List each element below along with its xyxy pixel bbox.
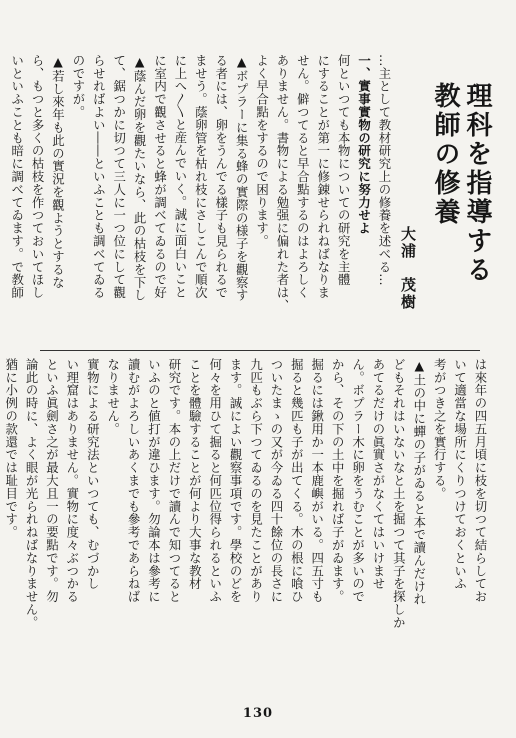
text-line: に上へ〳〵と産んでいく。誠に面白いこと bbox=[172, 54, 188, 299]
text-line: いといふことも暗に調べてゐます。で教師 bbox=[9, 54, 25, 300]
text-line: いふのと値打が違ひます。勿論本は參考に bbox=[146, 358, 162, 604]
text-line: ませう。蔭卵管を枯れ枝にさしこんで順次 bbox=[193, 54, 209, 300]
text-line: らせればよい――といふことも調べてゐる bbox=[91, 54, 107, 300]
text-line: 考がつき之を實行する。 bbox=[432, 358, 448, 500]
text-line: といふ眞劍さ之が最大且一の要點です。勿 bbox=[44, 358, 60, 604]
article-title-line1: 理科を指導する bbox=[462, 82, 492, 285]
text-line: 論此の時に、よく眼が光られねばなりません。 bbox=[24, 358, 40, 629]
lower-text-block bbox=[3, 358, 490, 694]
text-line: よく早合點をするので困ります。 bbox=[254, 54, 270, 248]
text-line: 猶に小例の款還では耻目です。 bbox=[3, 358, 19, 539]
text-line: は來年の四五月頃に枝を切つて結らしてお bbox=[473, 358, 488, 604]
text-line: 研究です。本の上だけで讀んで知つてると bbox=[166, 358, 182, 604]
text-line: て、鋸つかに切つて三人に一つ位にして觀 bbox=[111, 54, 127, 300]
page-number: 130 bbox=[242, 706, 274, 721]
text-line: のですが。 bbox=[70, 54, 86, 119]
text-line: 九匹もぶら下つてゐるのを見たことがあり bbox=[248, 358, 264, 604]
text-line: ん。ボプラー木に卵をうむことが多いので bbox=[350, 358, 366, 604]
text-line: どもそれはいないなと土を掘つて其子を探しか bbox=[391, 358, 407, 629]
text-line: ありません。書物による勉强に偏れた者は、 bbox=[274, 54, 290, 312]
text-line: 讀むがよろしいあくまでも參考であらねば bbox=[126, 358, 142, 604]
text-line: なりません。 bbox=[105, 358, 121, 436]
text-line: に室内で觀させると蜂が調べてゐるので好 bbox=[152, 54, 168, 300]
text-line: ▲土の中に蟬の子がゐると本で讀んだけれ bbox=[411, 358, 427, 606]
text-line: いて適當な場所にくりつけておくといふ bbox=[452, 358, 468, 591]
text-line: ▲ボプラーに集る蜂の實際の様子を觀察す bbox=[234, 54, 250, 302]
text-line: …主として教材研究上の修養を述べる… bbox=[377, 54, 392, 287]
text-line: 掘ると幾匹も子が出てくる。木の根に喰ひ bbox=[289, 358, 305, 604]
text-line: あてるだけの眞實さがなくてはいけませ bbox=[370, 358, 386, 591]
divider-rule bbox=[40, 350, 480, 351]
text-line: ▲蔭んだ卵を觀たいなら、此の枯枝を下し bbox=[132, 54, 148, 302]
text-line: ことを體驗することが何より大事な教材 bbox=[187, 358, 203, 591]
article-title-line2: 教師の修養 bbox=[430, 82, 460, 227]
text-line: ます。誠によい觀察事項です。學校のどを bbox=[228, 358, 244, 604]
text-line: ▲若し來年も此の實況を觀ようとするな bbox=[50, 54, 66, 289]
author-name: 大浦 茂樹 bbox=[399, 226, 417, 311]
section-heading: 一、實事實物の研究に努力せよ bbox=[356, 54, 372, 235]
text-line: 何々を用ひて掘ると何匹位得られるといふ bbox=[207, 358, 223, 604]
text-line: ら、もつと多くの枯枝を作つておいてほし bbox=[30, 54, 46, 300]
text-line: る者には、卵をうんでる樣子も見られるで bbox=[213, 54, 229, 300]
upper-text-block bbox=[9, 54, 394, 342]
text-line: 實物による研究法といつても、むづかし bbox=[85, 358, 101, 591]
text-line: い理窟はありません。實物に度々ぶつかる bbox=[64, 358, 80, 604]
text-line: せん。僻つてると早合點するのはよろしく bbox=[295, 54, 311, 300]
text-line: 掘るには鍬用か一本鹿嶼がいる。四五寸も bbox=[309, 358, 325, 604]
text-line: にすることが第一に修錬せられねばなりま bbox=[315, 54, 331, 300]
text-line: 何といつても本物についての研究を主體 bbox=[336, 54, 352, 287]
text-line: ついたまゝの又が今ゐる四十餘位の長さに bbox=[268, 358, 284, 604]
text-line: から、その下の土中を掘れば子がゐます。 bbox=[330, 358, 346, 604]
